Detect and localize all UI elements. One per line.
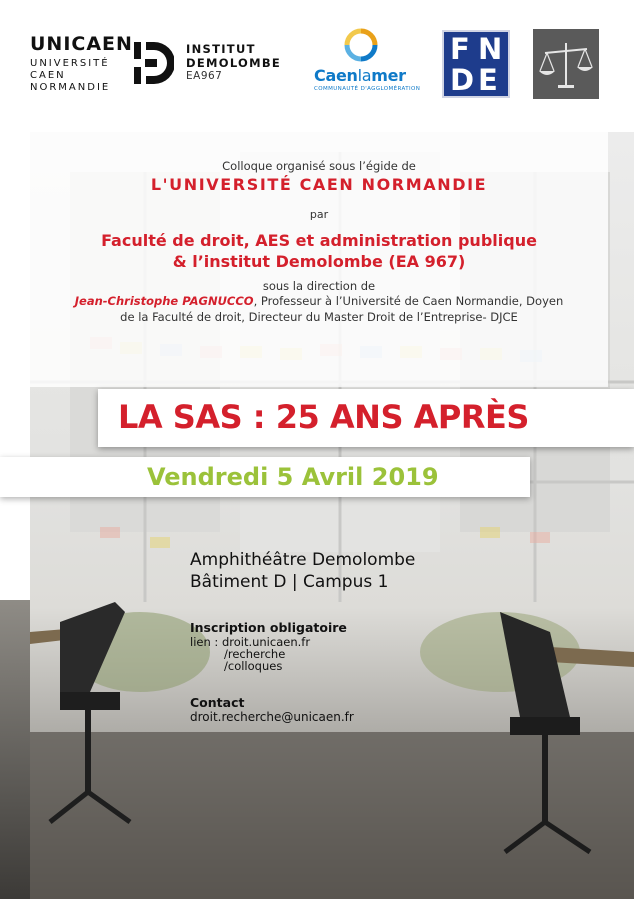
event-date: Vendredi 5 Avril 2019 [147,463,439,491]
logo-bar [0,0,634,130]
demolombe-line-2: DEMOLOMBE [186,56,282,70]
justice-scales-logo [533,29,599,99]
registration-link-line-1[interactable]: lien : droit.unicaen.fr [190,635,311,649]
fnde-logo [442,30,510,98]
left-edge-shadow [0,600,30,899]
demolombe-d-icon [134,42,174,84]
caen-word-la: la [357,66,372,85]
event-date-banner [0,457,530,497]
caen-word-caen: Caen [314,66,358,85]
event-title: LA SAS : 25 ANS APRÈS [118,398,529,436]
unicaen-subtitle [30,58,133,94]
demolombe-line-3: EA967 [186,70,223,82]
sous-direction-text: sous la direction de [262,279,376,293]
fnde-letter-n: N [478,32,503,66]
demolombe-text [186,42,296,83]
scales-icon [533,29,599,99]
faculte-heading-line-1: Faculté de droit, AES et administration publique [101,231,537,250]
caen-ring-icon [344,28,378,62]
unicaen-line-1: UNIVERSITÉ [30,58,110,69]
caen-word-mer: mer [371,66,406,85]
unicaen-line-3: NORMANDIE [30,82,111,93]
contact-email-link[interactable]: droit.recherche@unicaen.fr [190,710,354,724]
caen-la-mer-wordmark [314,66,406,85]
caen-subtitle: COMMUNAUTÉ D'AGGLOMÉRATION [314,86,421,92]
event-title-banner [98,389,634,447]
universite-heading: L'UNIVERSITÉ CAEN NORMANDIE [150,175,488,194]
director-line-1 [30,294,608,308]
registration-link-line-2[interactable]: /recherche [224,647,286,661]
unicaen-line-2: CAEN [30,70,66,81]
contact-label: Contact [190,695,245,710]
caen-la-mer-logo [306,28,421,98]
director-name: Jean-Christophe PAGNUCCO [74,294,254,308]
unicaen-logo [30,33,133,94]
fnde-letter-d: D [450,63,475,97]
egide-text: Colloque organisé sous l’égide de [222,159,416,173]
demolombe-line-1: INSTITUT [186,42,256,56]
fnde-letter-f: F [450,32,470,66]
unicaen-wordmark: UNICAEN [30,33,133,55]
venue-name: Amphithéâtre Demolombe [190,550,416,570]
inscription-label: Inscription obligatoire [190,620,347,635]
director-role-1: , Professeur à l’Université de Caen Normandie, Doyen [253,294,564,308]
par-text: par [309,208,329,221]
faculte-heading-line-2: & l’institut Demolombe (EA 967) [172,252,466,271]
registration-link-line-3[interactable]: /colloques [224,659,283,673]
venue-building: Bâtiment D | Campus 1 [190,572,389,592]
fnde-letter-e: E [478,63,498,97]
director-line-2: de la Faculté de droit, Directeur du Master Droit de l’Entreprise- DJCE [120,310,518,324]
